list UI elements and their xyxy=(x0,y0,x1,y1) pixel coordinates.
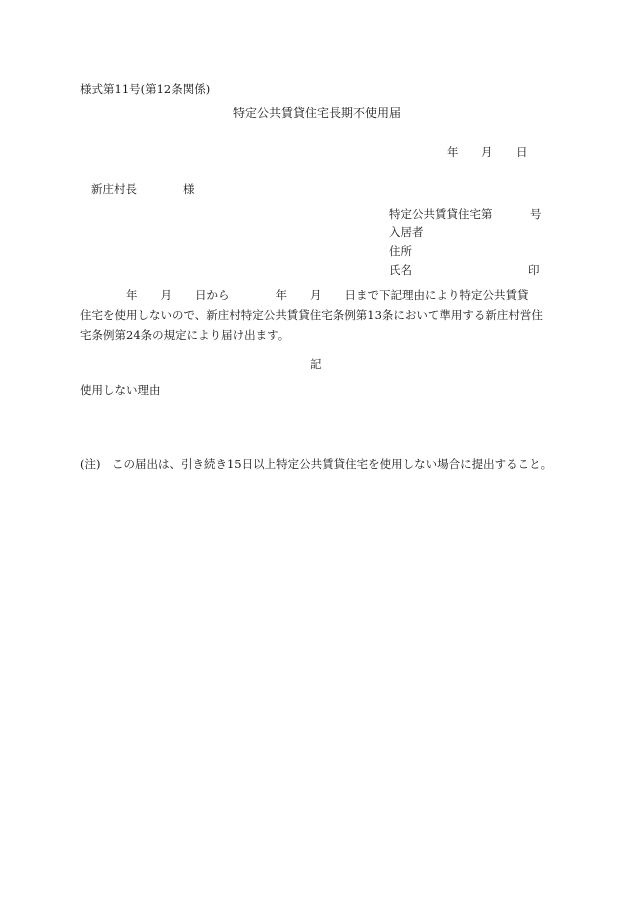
name-label: 氏名 xyxy=(389,263,412,277)
housing-number-prefix: 特定公共賃貸住宅第 xyxy=(389,207,493,221)
reason-label: 使用しない理由 xyxy=(80,383,161,397)
addressee-name: 新庄村長 xyxy=(91,182,137,196)
form-number: 様式第11号(第12条関係) xyxy=(80,82,211,96)
addressee-honorific: 様 xyxy=(183,182,195,196)
body-paragraph xyxy=(80,285,562,345)
resident-label: 入居者 xyxy=(389,225,424,239)
seal-mark: 印 xyxy=(528,263,540,277)
note: (注) この届出は、引き続き15日以上特定公共賃貸住宅を使用しない場合に提出すること。 xyxy=(80,457,553,471)
record-mark: 記 xyxy=(310,357,322,371)
date-year-label: 年 xyxy=(447,145,459,159)
body-line-3: 宅条例第24条の規定により届け出ます。 xyxy=(80,328,290,342)
date-day-label: 日 xyxy=(516,145,528,159)
housing-number-suffix: 号 xyxy=(530,207,542,221)
document-title: 特定公共賃貸住宅長期不使用届 xyxy=(233,106,402,120)
body-line-2: 住宅を使用しないので、新庄村特定公共賃貸住宅条例第13条において準用する新庄村営住 xyxy=(80,308,543,322)
body-line-1: 年 月 日から 年 月 日まで下記理由により特定公共賃貸 xyxy=(80,288,529,302)
address-label: 住所 xyxy=(389,244,412,258)
date-month-label: 月 xyxy=(481,145,493,159)
